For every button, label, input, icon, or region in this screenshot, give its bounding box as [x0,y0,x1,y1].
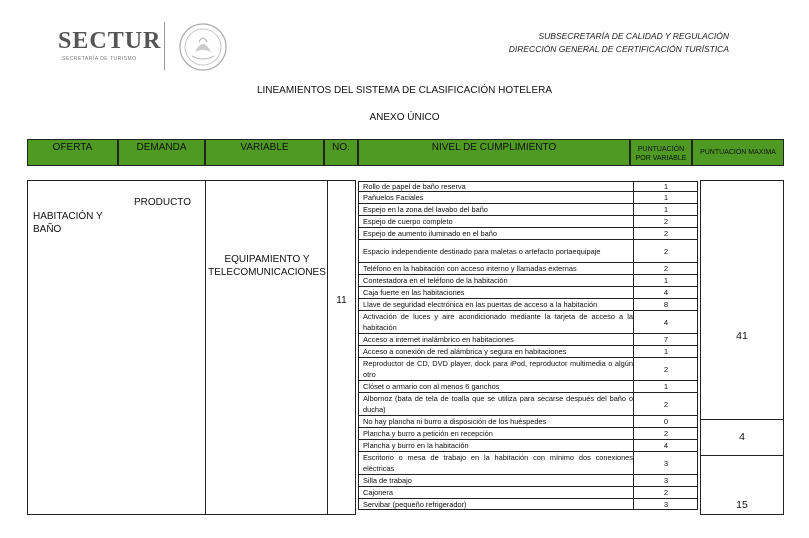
requirement-row [358,334,698,346]
requirement-points: 3 [633,452,698,474]
max-score-box [700,419,784,456]
requirement-row [358,452,698,475]
requirement-row [358,216,698,228]
direccion-text: DIRECCIÓN GENERAL DE CERTIFICACIÓN TURÍSTICA [508,44,729,54]
section-oferta: HABITACIÓN Y BAÑO [33,211,103,235]
requirement-row [358,204,698,216]
section-no: 11 [336,295,347,306]
sectur-logo-subtitle: SECRETARÍA DE TURISMO [62,56,137,62]
requirement-text: Acceso a internet inalámbrico en habitaciones [363,335,514,344]
requirement-row [358,299,698,311]
requirement-text: Espejo en la zona del lavabo del baño [363,205,488,214]
requirement-text: Silla de trabajo [363,476,412,485]
col-header-nivel: NIVEL DE CUMPLIMIENTO [358,139,630,166]
requirement-points: 0 [633,416,698,427]
requirement-text: Contestadora en el teléfono de la habitación [363,276,508,285]
col-header-oferta: OFERTA [27,139,118,166]
requirement-text: Espejo de cuerpo completo [363,217,453,226]
requirement-row [358,287,698,299]
section-variable: EQUIPAMIENTO Y TELECOMUNICACIONES [208,254,326,278]
requirement-points: 2 [633,228,698,239]
requirement-row [358,346,698,358]
requirement-text: Espacio independiente destinado para maletas o artefacto portaequipaje [363,246,601,256]
requirement-text: Plancha y burro en la habitación [363,441,469,450]
section-demanda: PRODUCTO [133,197,192,208]
requirement-text: Cajonera [363,488,393,497]
requirement-points: 1 [633,381,698,392]
requirement-row [358,311,698,334]
requirement-points: 4 [633,311,698,333]
requirement-row [358,181,698,192]
sectur-logo: SECTUR [58,28,162,54]
document-title: LINEAMIENTOS DEL SISTEMA DE CLASIFICACIÓN HOTELERA [256,85,553,96]
requirement-points: 7 [633,334,698,345]
header-agency [509,30,729,56]
col-header-demanda: DEMANDA [118,139,205,166]
max-score-value: 4 [739,431,745,443]
nivel-column-border [358,181,359,510]
requirement-points: 1 [633,346,698,357]
max-score-value: 41 [736,330,748,342]
requirement-row [358,428,698,440]
requirement-points: 1 [633,275,698,286]
max-score-box [700,455,784,515]
subsecretaria-text: SUBSECRETARÍA DE CALIDAD Y REGULACIÓN [538,31,729,41]
requirement-points: 2 [633,216,698,227]
requirement-text: Espejo de aumento iluminado en el baño [363,229,497,238]
requirement-text: Escritorio o mesa de trabajo en la habitación con mínimo dos conexiones eléctricas [363,453,633,473]
col-header-no: NO. [324,139,358,166]
requirement-text: Reproductor de CD, DVD player, dock para iPod, reproductor multimedia o algún otro [363,359,633,379]
document-annex: ANEXO ÚNICO [369,112,440,123]
requirement-points: 4 [633,287,698,298]
no-cell [327,180,356,515]
requirement-points: 1 [633,204,698,215]
requirement-text: Clóset o armario con al menos 6 ganchos [363,382,500,391]
requirement-row [358,475,698,487]
points-column-border [697,181,698,510]
requirement-text: Rollo de papel de baño reserva [363,182,466,191]
requirement-points: 1 [633,192,698,203]
variable-cell [205,180,328,515]
requirement-text: Caja fuerte en las habitaciones [363,288,465,297]
requirement-text: Llave de seguridad electrónica en las puertas de acceso a la habitación [363,300,598,309]
requirement-row [358,275,698,287]
requirement-points: 2 [633,393,698,415]
requirement-text: Pañuelos Faciales [363,193,424,202]
max-score-box [700,180,784,420]
requirement-points: 2 [633,240,698,262]
requirement-text: Activación de luces y aire acondicionado mediante la tarjeta de acceso a la habitación [363,312,633,332]
requirement-text: Albornoz (bata de tela de toalla que se utiliza para secarse después del baño o ducha) [363,394,633,414]
requirement-row [358,240,698,263]
requirement-points: 2 [633,428,698,439]
col-header-puntuacion: PUNTUACIÓN POR VARIABLE [630,139,692,166]
requirement-row [358,263,698,275]
requirement-text: Plancha y burro a petición en recepción [363,429,493,438]
requirement-row [358,487,698,499]
requirement-points: 3 [633,475,698,486]
requirement-row [358,416,698,428]
national-seal-icon [178,22,228,72]
requirement-row [358,499,698,510]
requirement-row [358,358,698,381]
requirement-points: 2 [633,358,698,380]
requirement-points: 1 [633,182,698,191]
requirement-row [358,393,698,416]
requirement-points: 4 [633,440,698,451]
requirement-text: No hay plancha ni burro a disposición de los huéspedes [363,417,547,426]
requirement-text: Teléfono en la habitación con acceso interno y llamadas externas [363,264,577,273]
col-header-variable: VARIABLE [205,139,324,166]
requirement-points: 8 [633,299,698,310]
requirement-row [358,192,698,204]
requirement-row [358,440,698,452]
requirement-text: Servibar (pequeño refrigerador) [363,499,467,509]
requirement-text: Acceso a conexión de red alámbrica y segura en habitaciones [363,347,567,356]
requirement-row [358,381,698,393]
requirement-points: 2 [633,487,698,498]
logo-divider [164,22,165,70]
col-header-puntuacion-max: PUNTUACIÓN MAXIMA [692,139,784,166]
requirement-points: 2 [633,263,698,274]
requirement-row [358,228,698,240]
max-score-value: 15 [736,499,748,511]
requirement-points: 3 [633,499,698,509]
